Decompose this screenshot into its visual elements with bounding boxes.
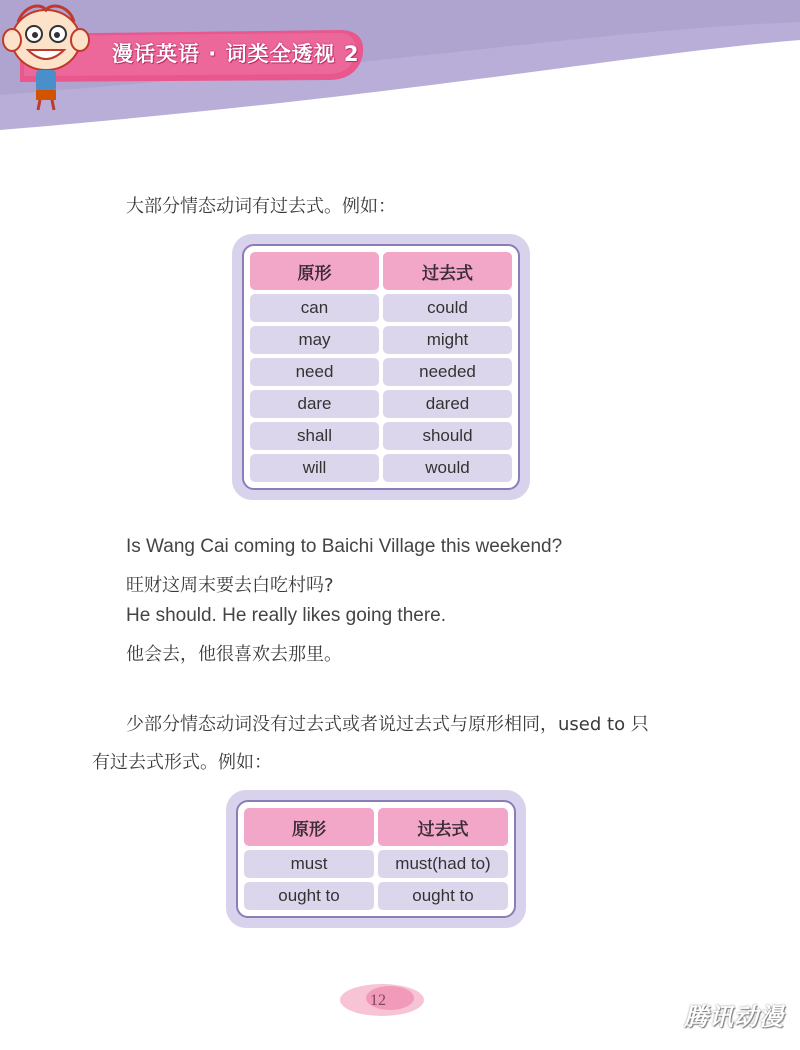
table-grid bbox=[236, 800, 516, 918]
table-cell: will bbox=[250, 454, 379, 482]
table-cell: ought to bbox=[378, 882, 508, 910]
table-cell: needed bbox=[383, 358, 512, 386]
table-cell: may bbox=[250, 326, 379, 354]
table-cell: dare bbox=[250, 390, 379, 418]
table-cell: would bbox=[383, 454, 512, 482]
table-header-base-form: 原形 bbox=[250, 252, 379, 290]
table-grid bbox=[242, 244, 520, 490]
intro-paragraph-2-line-1: 少部分情态动词没有过去式或者说过去式与原形相同，used to 只 bbox=[126, 714, 649, 735]
table-cell: shall bbox=[250, 422, 379, 450]
series-title: 漫话英语 · 词类全透视 2 bbox=[112, 42, 360, 66]
table-cell: dared bbox=[383, 390, 512, 418]
table-header-past-form: 过去式 bbox=[383, 252, 512, 290]
page-number: 12 bbox=[370, 992, 386, 1009]
modal-verbs-table-1 bbox=[232, 234, 530, 500]
table-cell: can bbox=[250, 294, 379, 322]
header-banner-shape bbox=[0, 0, 800, 140]
table-cell: need bbox=[250, 358, 379, 386]
mascot-icon bbox=[0, 0, 92, 112]
table-cell: could bbox=[383, 294, 512, 322]
example-answer-en: He should. He really likes going there. bbox=[126, 605, 447, 626]
example-question-cn: 旺财这周末要去白吃村吗? bbox=[126, 575, 334, 596]
example-question-en: Is Wang Cai coming to Baichi Village this weekend? bbox=[126, 536, 563, 557]
page-header bbox=[0, 0, 800, 140]
table-cell: must(had to) bbox=[378, 850, 508, 878]
table-header-past-form: 过去式 bbox=[378, 808, 508, 846]
table-cell: must bbox=[244, 850, 374, 878]
watermark-logo: 腾讯动漫 bbox=[684, 1003, 784, 1031]
table-cell: might bbox=[383, 326, 512, 354]
table-cell: should bbox=[383, 422, 512, 450]
table-header-base-form: 原形 bbox=[244, 808, 374, 846]
example-answer-cn: 他会去，他很喜欢去那里。 bbox=[126, 644, 342, 665]
intro-paragraph-1: 大部分情态动词有过去式。例如： bbox=[126, 196, 396, 217]
table-cell: ought to bbox=[244, 882, 374, 910]
modal-verbs-table-2 bbox=[226, 790, 526, 928]
intro-paragraph-2-line-2: 有过去式形式。例如： bbox=[92, 752, 272, 773]
